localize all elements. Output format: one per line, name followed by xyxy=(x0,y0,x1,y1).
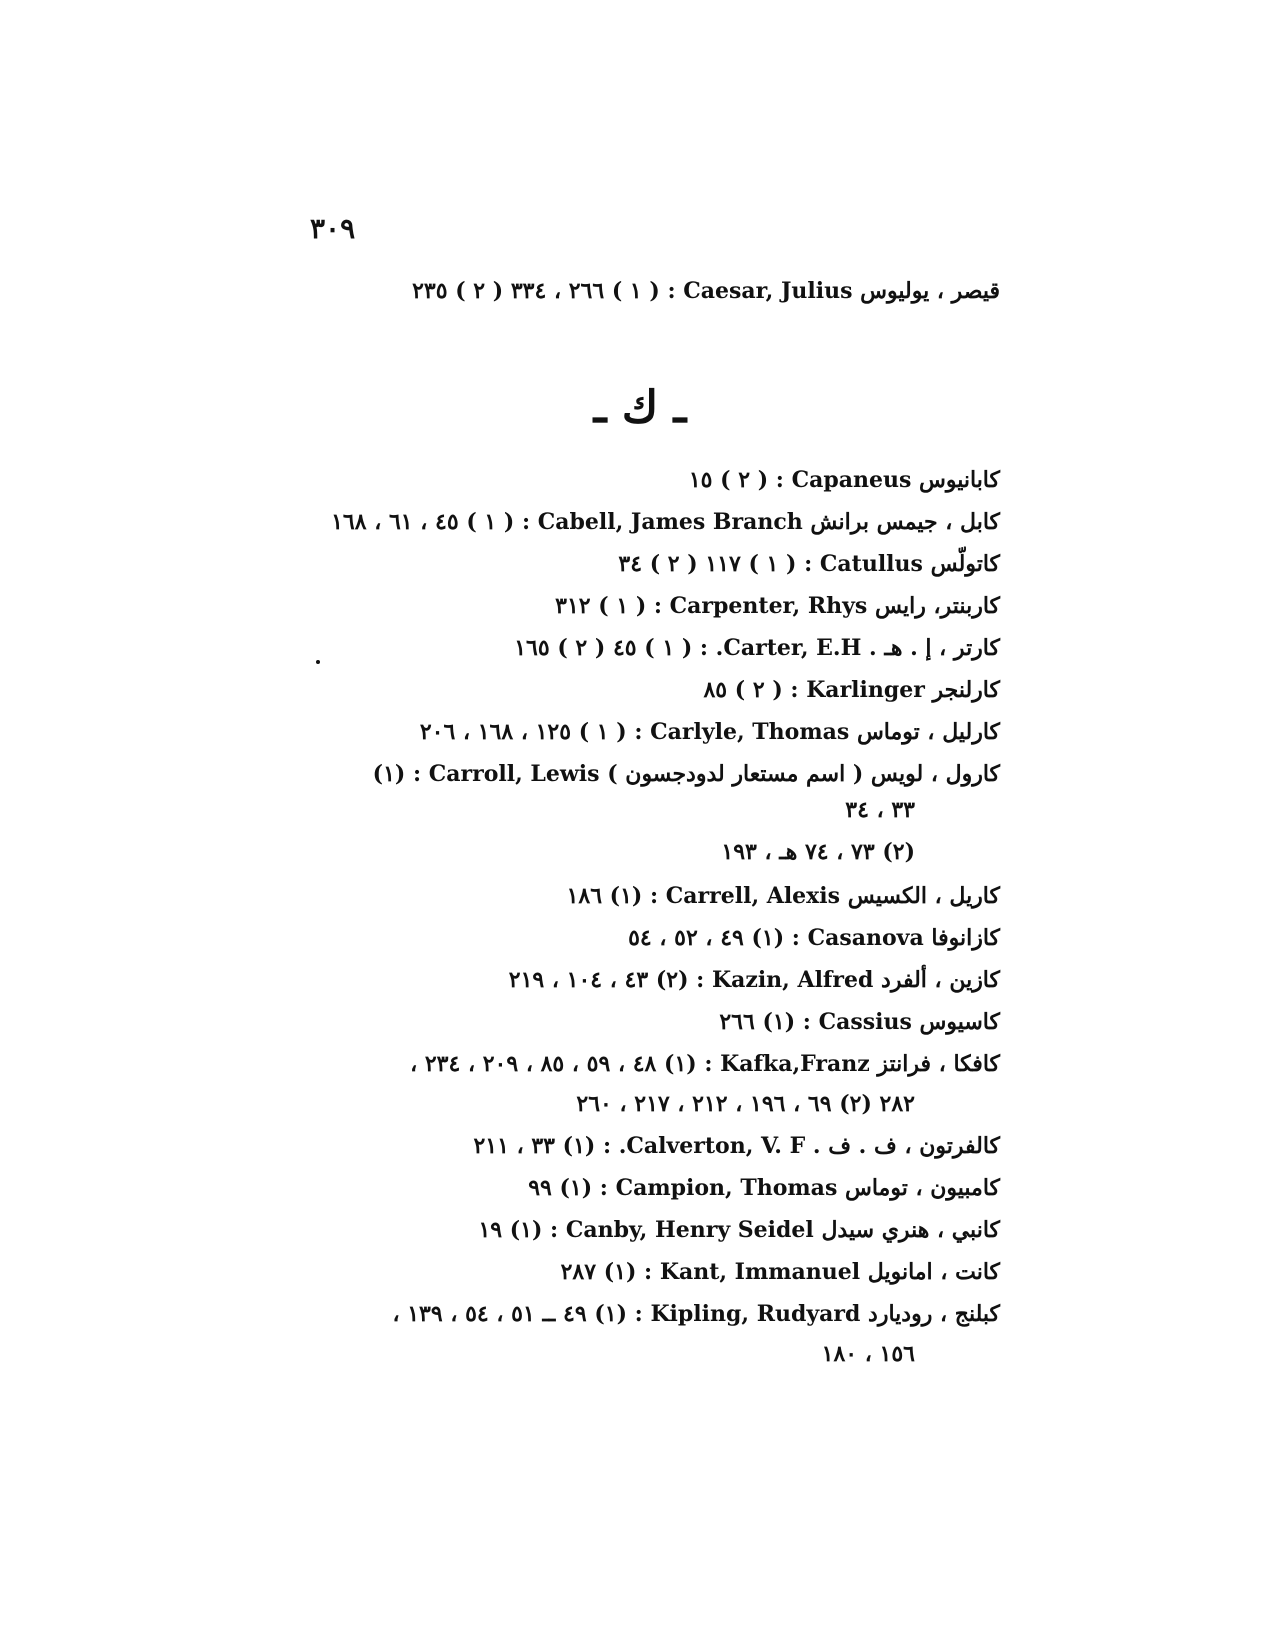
index-entry: كالفرتون ، ف . ف . Calverton, V. F. : (١) ٣٣ ، ٢١١ xyxy=(473,1133,1000,1159)
index-entry: كازين ، ألفرد Kazin, Alfred : (٢) ٤٣ ، ١٠٤ ، ٢١٩ xyxy=(508,967,1000,993)
index-entry: كارول ، لويس ( اسم مستعار لدودجسون ) Carroll, Lewis : (١) xyxy=(372,761,1000,787)
scan-speck xyxy=(316,660,320,664)
index-entry: كارتر ، إ . هـ . Carter, E.H. : ( ١ ) ٤٥ ( ٢ ) ١٦٥ xyxy=(514,635,1000,661)
section-heading-kaf: ـ ك ـ xyxy=(593,382,687,433)
index-entry: كاتولّس Catullus : ( ١ ) ١١٧ ( ٢ ) ٣٤ xyxy=(618,551,1000,577)
index-entry-continuation: ٢٨٢ (٢) ٦٩ ، ١٩٦ ، ٢١٢ ، ٢١٧ ، ٢٦٠ xyxy=(576,1091,915,1117)
index-entry: كابانيوس Capaneus : ( ٢ ) ١٥ xyxy=(688,467,1000,493)
index-entry: كاربنتر، رايس Carpenter, Rhys : ( ١ ) ٣١٢ xyxy=(555,593,1000,619)
index-entry: كبلنج ، روديارد Kipling, Rudyard : (١) ٤٩ ــ ٥١ ، ٥٤ ، ١٣٩ ، xyxy=(392,1301,1000,1327)
index-entry: كاريل ، الكسيس Carrell, Alexis : (١) ١٨٦ xyxy=(566,883,1000,909)
index-entry-continuation: ٣٣ ، ٣٤ xyxy=(845,797,915,823)
index-entry-continuation: ١٥٦ ، ١٨٠ xyxy=(821,1341,915,1367)
index-entry: كانت ، امانويل Kant, Immanuel : (١) ٢٨٧ xyxy=(560,1259,1000,1285)
index-entry: كارلنجر Karlinger : ( ٢ ) ٨٥ xyxy=(703,677,1000,703)
index-entry-caesar: قيصر ، يوليوس Caesar, Julius : ( ١ ) ٢٦٦ ، ٣٣٤ ( ٢ ) ٢٣٥ xyxy=(412,278,1000,304)
page-number: ٣٠٩ xyxy=(310,212,356,245)
index-entry: كاسيوس Cassius : (١) ٢٦٦ xyxy=(719,1009,1000,1035)
index-entry: كامبيون ، توماس Campion, Thomas : (١) ٩٩ xyxy=(528,1175,1000,1201)
index-entry: كابل ، جيمس برانش Cabell, James Branch : ( ١ ) ٤٥ ، ٦١ ، ١٦٨ xyxy=(331,509,1000,535)
index-entry: كارليل ، توماس Carlyle, Thomas : ( ١ ) ١٢٥ ، ١٦٨ ، ٢٠٦ xyxy=(419,719,1000,745)
index-entry: كازانوفا Casanova : (١) ٤٩ ، ٥٢ ، ٥٤ xyxy=(628,925,1000,951)
index-entry-continuation: (٢) ٧٣ ، ٧٤ هـ ، ١٩٣ xyxy=(721,839,915,865)
index-entry: كافكا ، فرانتز Kafka,Franz : (١) ٤٨ ، ٥٩ ، ٨٥ ، ٢٠٩ ، ٢٣٤ ، xyxy=(410,1051,1000,1077)
index-entry: كانبي ، هنري سيدل Canby, Henry Seidel : (١) ١٩ xyxy=(478,1217,1000,1243)
